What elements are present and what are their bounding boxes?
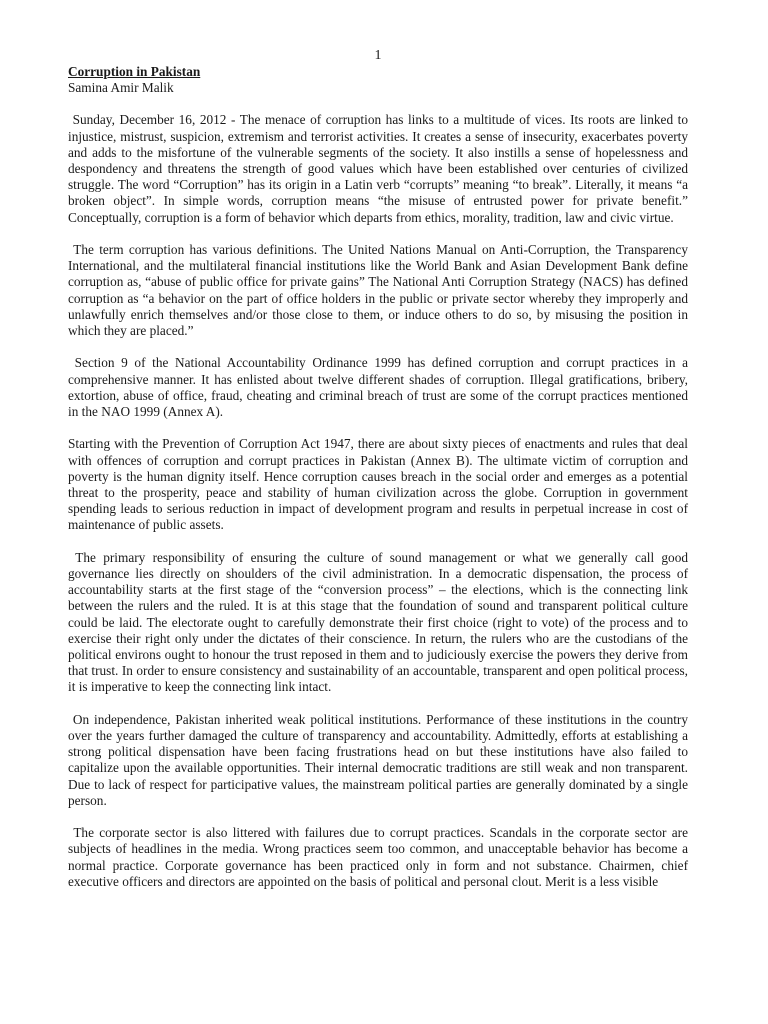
page-number: 1 bbox=[374, 48, 382, 63]
document-body bbox=[68, 64, 692, 906]
paragraph-prevention-act: Starting with the Prevention of Corruption Act 1947, there are about sixty pieces of enactments and rules that deal with offences of corruption and corrupt practices in Pakistan (Annex B). The ultimate victim of corruption and poverty is the human dignity itself. Hence corruption causes breach in the social order and emerges as a potential threat to the prosperity, peace and stability of human civilization across the globe. Corruption in government spending leads to serious reduction in impact of development program and results in perpetual increase in cost of maintenance of public assets. bbox=[68, 436, 692, 533]
paragraph-independence: On independence, Pakistan inherited weak political institutions. Performance of these institutions in the country over the years further damaged the culture of transparency and accountability. Admittedly, efforts at establishing a strong political dispensation have been facing frustrations head on but these institutions have also failed to capitalize upon the available opportunities. Their internal democratic traditions are still weak and non transparent. Due to lack of respect for participative values, the mainstream political parties are generally dominated by a single person. bbox=[68, 711, 692, 808]
paragraph-section-9: Section 9 of the National Accountability Ordinance 1999 has defined corruption and corrupt practices in a comprehensive manner. It has enlisted about twelve different shades of corruption. Illegal gratifications, bribery, extortion, abuse of office, fraud, cheating and criminal breach of trust are some of the corrupt practices mentioned in the NAO 1999 (Annex A). bbox=[68, 355, 692, 420]
paragraph-corporate-sector: The corporate sector is also littered with failures due to corrupt practices. Scandals in the corporate sector are subjects of headlines in the media. Wrong practices seem too common, and unacceptable behavior has become a normal practice. Corporate governance has been practiced only in form and not substance. Chairmen, chief executive officers and directors are appointed on the basis of political and personal clout. Merit is a less visible bbox=[68, 825, 692, 889]
paragraph-intro: Sunday, December 16, 2012 - The menace of corruption has links to a multitude of vices. Its roots are linked to injustice, mistrust, suspicion, extremism and terrorist activities. It creates a sense of insecurity, exacerbates poverty and adds to the misfortune of the vulnerable segments of the society. It also instills a sense of hopelessness and despondency and threatens the strength of good values which have been established over centuries of civilized struggle. The word “Corruption” has its origin in a Latin verb “corrupts” meaning “to break”. Literally, it means “a broken object”. In simple words, corruption means “the misuse of entrusted power for private benefit.” Conceptually, corruption is a form of behavior which departs from ethics, morality, tradition, law and civic virtue. bbox=[68, 112, 692, 225]
author-name: Samina Amir Malik bbox=[68, 80, 174, 96]
paragraph-governance: The primary responsibility of ensuring the culture of sound management or what we generally call good governance lies directly on shoulders of the civil administration. In a democratic dispensation, the process of accountability starts at the first stage of the “conversion process” – the elections, which is the connecting link between the rulers and the ruled. It is at this stage that the foundation of sound and transparent political culture could be laid. The electorate ought to carefully demonstrate their first choice (right to vote) of the process and to exercise their right only under the dictates of their conscience. In return, the rulers who are the custodians of the political environs ought to honour the trust reposed in them and to judiciously exercise the powers they derive from that trust. In order to ensure consistency and sustainability of an accountable, transparent and open political process, it is imperative to keep the connecting link intact. bbox=[68, 549, 692, 695]
paragraph-definitions: The term corruption has various definitions. The United Nations Manual on Anti-Corruption, the Transparency International, and the multilateral financial institutions like the World Bank and Asian Development Bank define corruption as, “abuse of public office for private gains” The National Anti Corruption Strategy (NACS) has defined corruption as “a behavior on the part of office holders in the public or private sector whereby they improperly and unlawfully enrich themselves and/or those close to them, or induce others to do so, by misusing the position in which they are placed.” bbox=[68, 242, 692, 339]
document-title: Corruption in Pakistan bbox=[68, 64, 201, 79]
